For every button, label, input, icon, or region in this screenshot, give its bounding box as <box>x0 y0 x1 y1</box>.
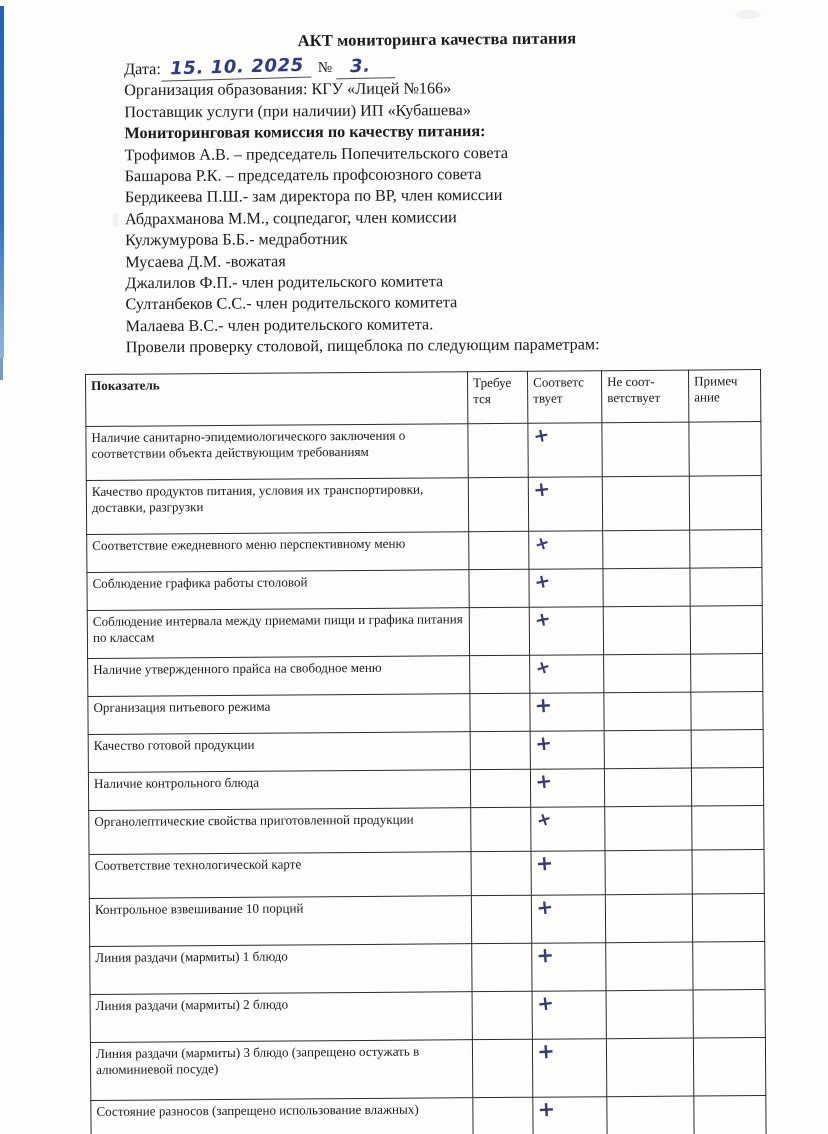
cell-required[interactable] <box>470 731 530 769</box>
row-indicator <box>90 992 472 1043</box>
cell-conforms[interactable] <box>529 531 603 570</box>
organization-line: Организация образования: КГУ «Лицей №166» <box>124 79 452 100</box>
column-header-note-line2: ание <box>694 388 720 405</box>
cell-not-conforms[interactable] <box>607 1096 694 1134</box>
row-indicator-line1: Качество продуктов питания, условия их <box>91 482 321 499</box>
cell-conforms[interactable] <box>531 807 605 852</box>
cell-required[interactable] <box>468 423 528 477</box>
row-indicator <box>87 532 469 573</box>
cell-note[interactable] <box>689 422 761 477</box>
cell-conforms[interactable] <box>532 943 606 992</box>
table-row <box>88 730 763 773</box>
cell-not-conforms[interactable] <box>604 692 691 731</box>
row-indicator <box>91 1098 473 1134</box>
table-row <box>87 568 762 611</box>
row-indicator-line1: Качество готовой продукции <box>93 736 255 753</box>
column-header-conforms <box>527 371 601 424</box>
cell-note[interactable] <box>692 850 764 895</box>
cell-not-conforms[interactable] <box>603 568 690 607</box>
cell-required[interactable] <box>472 991 532 1039</box>
check-mark: + <box>536 1096 556 1123</box>
row-indicator <box>89 808 471 855</box>
row-indicator-line1: Наличие контрольного блюда <box>93 774 260 791</box>
column-header-required-line1: Требуе <box>473 374 512 391</box>
row-indicator-line1: Наличие утвержденного прайса на свободное меню <box>93 659 382 677</box>
table-header <box>86 370 761 427</box>
cell-note[interactable] <box>691 768 763 807</box>
check-mark: + <box>535 942 555 969</box>
check-mark: + <box>532 655 554 681</box>
cell-not-conforms[interactable] <box>604 730 691 769</box>
cell-not-conforms[interactable] <box>605 894 692 943</box>
row-indicator-line1: Соблюдение интервала между приемами пищи и <box>92 611 366 629</box>
commission-member: Бердикеева П.Ш.- зам директора по ВР, член комиссии <box>124 186 503 207</box>
row-indicator-line1: Органолептические свойства приготовленной продукции <box>94 811 414 829</box>
column-header-note-line1: Примеч <box>694 373 738 389</box>
row-indicator-line1: Линия раздачи (мармиты) 3 блюдо (запрещено <box>95 1044 356 1061</box>
cell-not-conforms[interactable] <box>603 530 690 569</box>
table-row <box>89 850 764 899</box>
cell-required[interactable] <box>471 895 531 943</box>
audit-table <box>85 369 767 1134</box>
column-header-conforms-line1: Соответс <box>533 374 585 390</box>
intro-line: Провели проверку столовой, пищеблока по следующим параметрам: <box>125 335 600 357</box>
cell-required[interactable] <box>470 693 530 731</box>
commission-heading: Мониторинговая комиссия по качеству питания: <box>124 122 486 143</box>
cell-conforms[interactable] <box>528 477 602 532</box>
check-mark: + <box>534 731 554 757</box>
row-indicator <box>88 770 470 811</box>
cell-required[interactable] <box>472 1039 532 1097</box>
cell-note[interactable] <box>690 530 762 569</box>
cell-conforms[interactable] <box>528 423 602 478</box>
column-header-conforms-line2: твует <box>533 390 563 406</box>
cell-note[interactable] <box>693 1038 765 1097</box>
check-mark: + <box>533 692 553 719</box>
cell-not-conforms[interactable] <box>604 768 691 807</box>
cell-conforms[interactable] <box>531 851 605 896</box>
check-mark: + <box>535 991 556 1017</box>
table-row <box>89 894 764 947</box>
cell-required[interactable] <box>472 943 532 991</box>
row-indicator-line1: Соответствие ежедневного меню перспективному меню <box>92 535 406 553</box>
cell-required[interactable] <box>471 807 531 851</box>
row-indicator-line1: Соответствие технологической карте <box>94 856 302 873</box>
number-value-handwritten: 3. <box>336 55 395 80</box>
cell-not-conforms[interactable] <box>606 1038 693 1097</box>
check-mark: + <box>535 850 554 877</box>
row-indicator-line2: соответствии объекта действующим требованиям <box>91 443 369 461</box>
cell-required[interactable] <box>470 655 530 693</box>
cell-conforms[interactable] <box>532 1039 606 1098</box>
check-mark: + <box>535 895 555 921</box>
table-row <box>91 1096 766 1134</box>
check-mark: + <box>534 769 554 795</box>
cell-required[interactable] <box>470 769 530 807</box>
cell-note[interactable] <box>693 942 765 991</box>
check-mark: + <box>531 423 552 449</box>
document-header <box>0 0 828 360</box>
cell-conforms[interactable] <box>530 655 604 694</box>
row-indicator-line2: графика питания по классам <box>92 611 463 645</box>
row-indicator-line2: остужать в алюминиевой посуде) <box>96 1043 420 1077</box>
row-indicator <box>88 656 470 697</box>
table-row <box>87 606 762 659</box>
table-row <box>86 476 761 535</box>
cell-note[interactable] <box>689 476 761 531</box>
check-mark: + <box>532 607 553 633</box>
row-indicator-line1: Линия раздачи (мармиты) 2 блюдо <box>95 996 289 1013</box>
cell-conforms[interactable] <box>530 769 604 808</box>
column-header-indicator <box>86 372 468 427</box>
row-indicator-line2: транспортировки, доставки, разгрузки <box>91 481 424 515</box>
table-row <box>90 942 765 995</box>
audit-table-container <box>85 369 766 1134</box>
row-indicator-line1: Состояние разносов (запрещено использование <box>96 1101 362 1119</box>
row-indicator-line1: Организация питьевого режима <box>93 698 271 715</box>
commission-member: Султанбеков С.С.- член родительского комитета <box>125 293 458 314</box>
check-mark: + <box>532 569 553 595</box>
cell-note[interactable] <box>691 654 763 693</box>
cell-required[interactable] <box>469 607 529 655</box>
cell-required[interactable] <box>469 531 529 569</box>
table-row <box>89 806 764 855</box>
table-row <box>88 692 763 735</box>
cell-not-conforms[interactable] <box>604 654 691 693</box>
cell-conforms[interactable] <box>532 991 606 1040</box>
cell-required[interactable] <box>473 1097 533 1134</box>
table-header-row <box>86 370 761 427</box>
row-indicator-line1: Соблюдение графика работы столовой <box>92 574 308 591</box>
cell-conforms[interactable] <box>529 569 603 608</box>
table-body <box>86 422 767 1134</box>
row-indicator <box>87 608 469 659</box>
row-indicator-line1: Наличие санитарно-эпидемиологического заключения о <box>91 427 406 445</box>
cell-conforms[interactable] <box>530 693 604 732</box>
commission-member: Джалилов Ф.П.- член родительского комитета <box>125 272 444 293</box>
table-row <box>90 990 765 1043</box>
cell-conforms[interactable] <box>530 731 604 770</box>
cell-not-conforms[interactable] <box>602 422 689 477</box>
supplier-line: Поставщик услуги (при наличии) ИП «Кубашева» <box>124 100 471 122</box>
cell-note[interactable] <box>690 606 762 655</box>
scan-edge-artifact-lower <box>0 358 3 380</box>
column-header-required <box>467 371 527 423</box>
cell-note[interactable] <box>692 894 764 943</box>
cell-note[interactable] <box>691 730 763 769</box>
cell-required[interactable] <box>468 477 528 531</box>
commission-member: Кулжумурова Б.Б.- медработник <box>125 230 348 250</box>
cell-required[interactable] <box>469 569 529 607</box>
row-indicator <box>87 570 469 611</box>
table-row <box>87 530 762 573</box>
row-indicator <box>86 424 468 481</box>
cell-note[interactable] <box>694 1096 766 1134</box>
cell-note[interactable] <box>692 806 764 851</box>
check-mark: + <box>536 1038 556 1065</box>
cell-note[interactable] <box>693 990 765 1039</box>
table-row <box>86 422 761 481</box>
cell-not-conforms[interactable] <box>605 806 692 851</box>
cell-note[interactable] <box>691 692 763 731</box>
cell-note[interactable] <box>690 568 762 607</box>
row-indicator <box>88 732 470 773</box>
page-title: АКТ мониторинга качества питания <box>297 28 577 51</box>
commission-member: Абдрахманова М.М., соцпедагог, член комиссии <box>124 208 457 229</box>
commission-member: Малаева В.С.- член родительского комитета. <box>125 315 434 336</box>
cell-not-conforms[interactable] <box>605 850 692 895</box>
row-indicator <box>89 896 471 947</box>
table-row <box>88 654 763 697</box>
column-header-not-conforms <box>601 370 688 423</box>
date-label: Дата: <box>124 60 161 79</box>
cell-conforms[interactable] <box>531 895 605 944</box>
column-header-required-line2: тся <box>473 390 491 406</box>
commission-member: Трофимов А.В. – председатель Попечительского совета <box>124 143 509 164</box>
row-indicator-line2: влажных) <box>364 1101 419 1117</box>
row-indicator <box>86 478 468 535</box>
column-header-not-conforms-line1: Не соот- <box>607 373 655 390</box>
cell-conforms[interactable] <box>529 607 603 656</box>
table-row <box>90 1038 765 1101</box>
column-header-indicator-line1: Показатель <box>91 377 160 393</box>
cell-not-conforms[interactable] <box>603 606 690 655</box>
commission-member: Башарова Р.К. – председатель профсоюзного совета <box>124 165 482 186</box>
header-text-block <box>0 53 828 360</box>
cell-not-conforms[interactable] <box>602 476 689 531</box>
row-indicator <box>90 944 472 995</box>
cell-not-conforms[interactable] <box>606 942 693 991</box>
check-mark: + <box>531 531 553 557</box>
column-header-note <box>688 370 760 423</box>
cell-not-conforms[interactable] <box>606 990 693 1039</box>
row-indicator <box>90 1040 472 1101</box>
row-indicator-line1: Контрольное взвешивание 10 порций <box>94 900 304 917</box>
row-indicator-line1: Линия раздачи (мармиты) 1 блюдо <box>95 948 288 965</box>
table-row <box>88 768 763 811</box>
row-indicator <box>89 852 471 899</box>
date-value-handwritten: 15. 10. 2025 <box>161 55 312 82</box>
row-indicator <box>88 694 470 735</box>
check-mark: + <box>533 807 555 832</box>
check-mark: + <box>532 477 552 503</box>
number-sign: № <box>317 59 333 77</box>
commission-member: Мусаева Д.М. -вожатая <box>125 251 286 271</box>
cell-conforms[interactable] <box>533 1097 607 1134</box>
cell-required[interactable] <box>471 851 531 895</box>
column-header-not-conforms-line2: ветствует <box>607 389 661 405</box>
